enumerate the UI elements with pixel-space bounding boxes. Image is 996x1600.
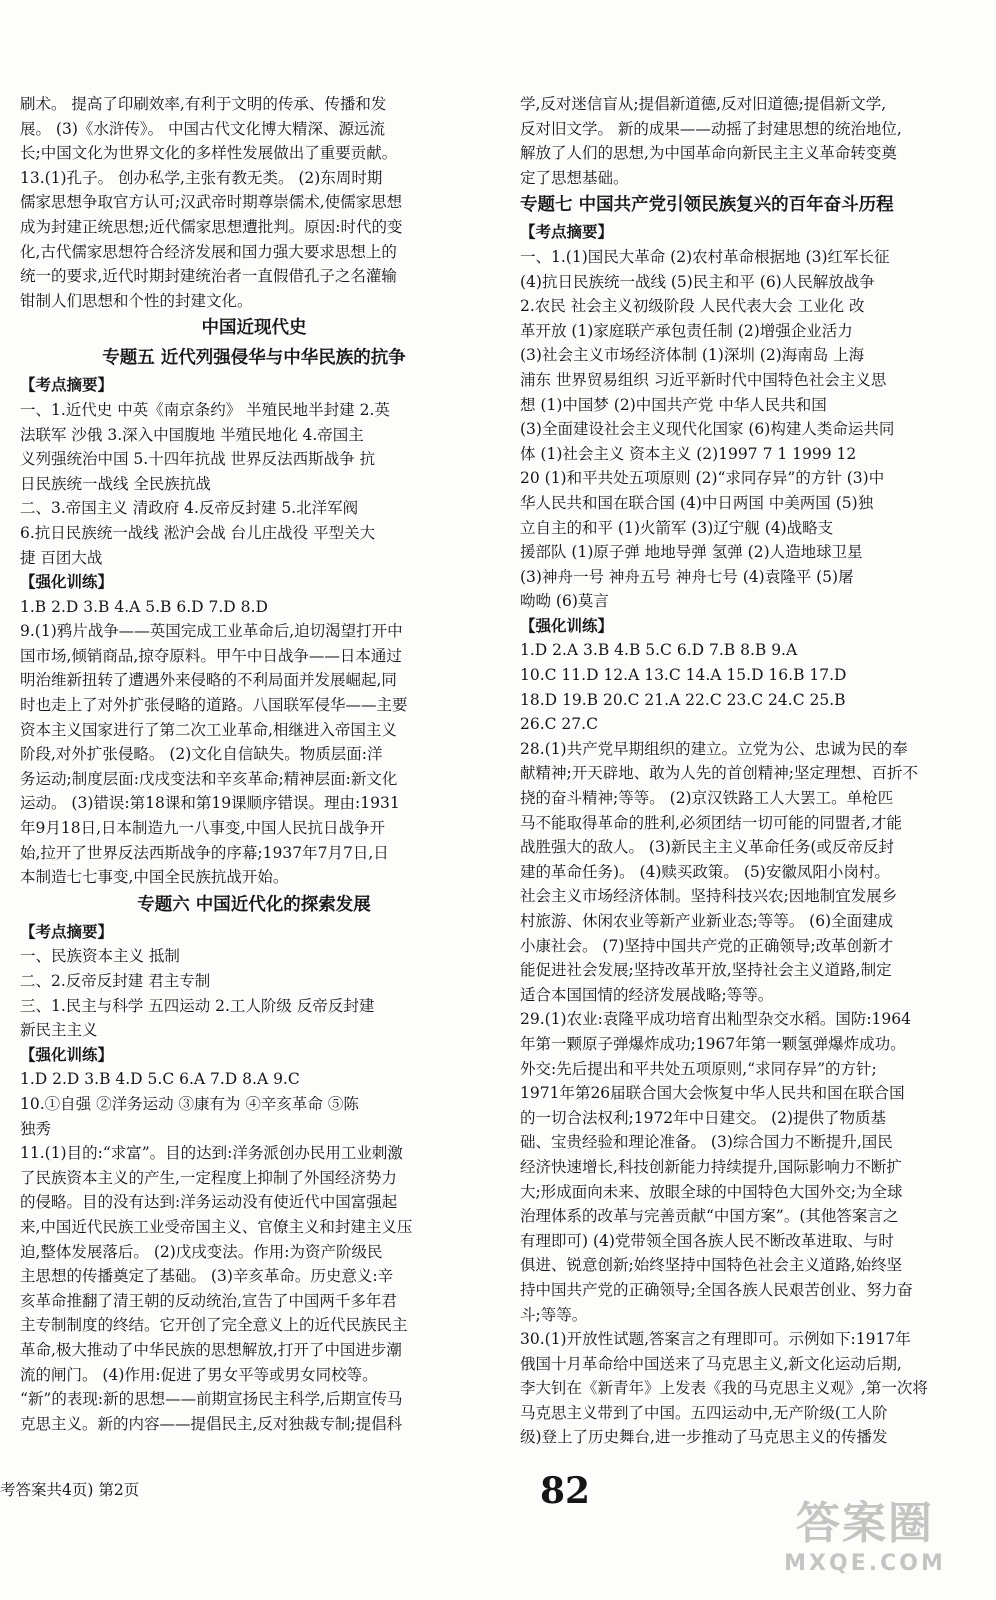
text-line: 统一的要求,近代时期封建统治者一直假借孔子之名灌输 [20,267,397,286]
text-line: (3)神舟一号 神舟五号 神舟七号 (4)袁隆平 (5)屠 [520,567,854,586]
topic7-training-label: 【强化训练】 [520,615,614,635]
text-line: 流的闸门。 (4)作用:促进了男女平等或男女同校等。 [20,1365,378,1384]
text-line: 础、宝贵经验和理论准备。 (3)综合国力不断提升,国民 [520,1133,893,1152]
text-line: 想 (1)中国梦 (2)中国共产党 中华人民共和国 [520,395,827,414]
text-line: 亥革命推翻了清王朝的反动统治,宣告了中国两千多年君 [20,1291,397,1310]
text-line: 二、3.帝国主义 清政府 4.反帝反封建 5.北洋军阀 [20,499,359,518]
text-line: 法联军 沙俄 3.深入中国腹地 半殖民地化 4.帝国主 [20,425,364,444]
text-line: 的一切合法权利;1972年中日建交。 (2)提供了物质基 [520,1108,887,1127]
text-line: 日民族统一战线 全民族抗战 [20,474,211,493]
text-line: 迫,整体发展落后。 (2)戊戌变法。作用:为资产阶级民 [20,1242,383,1261]
text-line: 成为封建正统思想;近代儒家思想遭批判。原因:时代的变 [20,217,403,236]
text-line: 学,反对迷信盲从;提倡新道德,反对旧道德;提倡新文学, [520,95,887,113]
text-line: 独秀 [20,1119,52,1138]
text-line: 三、1.民主与科学 五四运动 2.工人阶级 反帝反封建 [20,996,375,1015]
text-line: 斗;等等。 [520,1305,588,1324]
text-line: 9.(1)鸦片战争——英国完成工业革命后,迫切渴望打开中 [20,622,403,641]
text-line: 1.D 2.D 3.B 4.D 5.C 6.A 7.D 8.A 9.C [20,1070,300,1089]
topic7-summary-block [520,245,992,614]
text-line: 26.C 27.C [520,715,598,734]
text-line: 村旅游、休闲农业等新产业新业态;等等。 (6)全面建成 [520,912,894,930]
watermark-domain: MXQE.COM [784,1550,946,1576]
text-line: 适合本国国情的经济发展战略;等等。 [520,985,774,1004]
watermark-logo [760,1476,970,1586]
topic7-training-block [520,638,992,1450]
text-line: 1.B 2.D 3.B 4.A 5.B 6.D 7.D 8.D [20,597,268,616]
text-line: 捷 百团大战 [20,548,103,567]
topic5-title: 专题五 近代列强侵华与中华民族的抗争 [102,348,406,369]
page-footer: 考答案共4页) 第2页 [0,1481,140,1499]
text-line: 主专制制度的终结。它开创了完全意义上的近代民族民主 [20,1316,408,1335]
text-line: 1971年第26届联合国大会恢复中华人民共和国在联合国 [520,1084,905,1103]
text-line: 13.(1)孔子。 创办私学,主张有教无类。 (2)东周时期 [20,168,383,187]
text-line: 刷术。 提高了印刷效率,有利于文明的传承、传播和发 [20,95,387,113]
text-line: 有理即可) (4)党带领全国各族人民不断改革进取、与时 [520,1231,894,1250]
topic7-title: 专题七 中国共产党引领民族复兴的百年奋斗历程 [520,195,894,216]
text-line: 29.(1)农业:袁隆平成功培育出籼型杂交水稻。国防:1964 [520,1010,911,1029]
text-line: 本制造七七事变,中国全民族抗战开始。 [20,868,289,887]
topic7-summary-label: 【考点摘要】 [520,222,614,242]
text-line: 挠的奋斗精神;等等。 (2)京汉铁路工人大罢工。单枪匹 [520,789,894,808]
text-line: 2.农民 社会主义初级阶段 人民代表大会 工业化 改 [520,297,865,316]
text-line: 来,中国近代民族工业受帝国主义、官僚主义和封建主义压 [20,1217,413,1236]
text-line: 一、民族资本主义 抵制 [20,947,180,966]
text-line: 时也走上了对外扩张侵略的道路。八国联军侵华——主要 [20,696,408,715]
text-line: 年9月18日,日本制造九一八事变,中国人民抗日战争开 [20,819,385,838]
text-line: 定了思想基础。 [520,168,629,187]
text-line: 建的革命任务)。 (4)赎买政策。 (5)安徽凤阳小岗村。 [520,862,890,881]
text-line: 反对旧文学。 新的成果——动摇了封建思想的统治地位, [520,119,902,138]
text-line: 大;形成面向未来、放眼全球的中国特色大国外交;为全球 [520,1182,903,1201]
topic5-summary-block [20,398,488,570]
text-line: 马克思主义带到了中国。五四运动中,无产阶级(工人阶 [520,1403,888,1422]
text-line: 小康社会。 (7)坚持中国共产党的正确领导;改革创新才 [520,936,894,955]
text-line: 阶段,对外扩张侵略。 (2)文化自信缺失。物质层面:洋 [20,745,383,764]
text-line: 马不能取得革命的胜利,必须团结一切可能的同盟者,才能 [520,813,902,832]
text-line: 28.(1)共产党早期组织的建立。立党为公、忠诚为民的奉 [520,739,908,758]
topic5-training-block [20,595,488,890]
text-line: 革命,极大推动了中华民族的思想解放,打开了中国进步潮 [20,1340,402,1359]
text-line: 义列强统治中国 5.十四年抗战 世界反法西斯战争 抗 [20,450,376,469]
text-line: 国市场,倾销商品,掠夺原料。甲午中日战争——日本通过 [20,646,402,665]
text-line: 展。 (3)《水浒传》。 中国古代文化博大精深、源远流 [20,119,386,138]
topic6-summary-label: 【考点摘要】 [20,921,114,941]
text-line: 献精神;开天辟地、敢为人先的首创精神;坚定理想、百折不 [520,764,918,783]
text-line: 20 (1)和平共处五项原则 (2)“求同存异”的方针 (3)中 [520,469,885,488]
text-line: 呦呦 (6)莫言 [520,592,609,611]
text-line: (3)社会主义市场经济体制 (1)深圳 (2)海南岛 上海 [520,346,865,365]
text-line: 李大钊在《新青年》上发表《我的马克思主义观》,第一次将 [520,1379,928,1398]
text-line: 资本主义国家进行了第二次工业革命,相继进入帝国主义 [20,720,397,739]
text-line: 立自主的和平 (1)火箭军 (3)辽宁舰 (4)战略支 [520,518,834,537]
right-column [520,92,992,1450]
text-line: (4)抗日民族统一战线 (5)民主和平 (6)人民解放战争 [520,272,875,291]
text-line: 解放了人们的思想,为中国革命向新民主主义革命转变奠 [520,144,897,163]
topic5-summary-label: 【考点摘要】 [20,375,114,395]
topic6-title: 专题六 中国近代化的探索发展 [137,894,371,915]
topic6-summary-block [20,944,488,1042]
page-number: 82 [540,1470,591,1512]
text-line: (3)全面建设社会主义现代化国家 (6)构建人类命运共同 [520,420,895,439]
topic6-training-block [20,1067,488,1436]
text-line: 俱进、锐意创新;始终坚持中国特色社会主义道路,始终坚 [520,1256,903,1275]
text-line: 外交:先后提出和平共处五项原则,“求同存异”的方针; [520,1059,877,1078]
left-intro-block [20,92,488,313]
text-line: 俄国十月革命给中国送来了马克思主义,新文化运动后期, [520,1354,902,1373]
text-line: 级)登上了历史舞台,进一步推动了马克思主义的传播发 [520,1428,888,1447]
left-column [20,92,488,1436]
text-line: 30.(1)开放性试题,答案言之有理即可。示例如下:1917年 [520,1330,911,1349]
text-line: 浦东 世界贸易组织 习近平新时代中国特色社会主义思 [520,370,887,389]
text-line: 长;中国文化为世界文化的多样性发展做出了重要贡献。 [20,144,398,163]
text-line: 战胜强大的敌人。 (3)新民主主义革命任务(或反帝反封 [520,838,894,857]
text-line: 18.D 19.B 20.C 21.A 22.C 23.C 24.C 25.B [520,690,846,709]
text-line: “新”的表现:新的思想——前期宣扬民主科学,后期宣传马 [20,1390,403,1409]
text-line: 明治维新扭转了遭遇外来侵略的不利局面并发展崛起,同 [20,671,397,690]
text-line: 主思想的传播奠定了基础。 (3)辛亥革命。历史意义:辛 [20,1267,394,1286]
text-line: 10.C 11.D 12.A 13.C 14.A 15.D 16.B 17.D [520,666,847,685]
text-line: 能促进社会发展;坚持改革开放,坚持社会主义道路,制定 [520,961,892,980]
text-line: 经济快速增长,科技创新能力持续提升,国际影响力不断扩 [520,1157,902,1176]
text-line: 的侵略。目的没有达到:洋务运动没有使近代中国富强起 [20,1193,398,1212]
text-line: 二、2.反帝反封建 君主专制 [20,972,211,990]
right-intro-block [520,92,992,190]
text-line: 钳制人们思想和个性的封建文化。 [20,291,253,310]
text-line: 了民族资本主义的产生,一定程度上抑制了外国经济势力 [20,1168,397,1187]
text-line: 克思主义。新的内容——提倡民主,反对独裁专制;提倡科 [20,1414,403,1433]
text-line: 年第一颗原子弹爆炸成功;1967年第一颗氢弹爆炸成功。 [520,1034,906,1053]
text-line: 儒家思想争取官方认可;汉武帝时期尊崇儒术,使儒家思想 [20,193,403,212]
text-line: 一、1.(1)国民大革命 (2)农村革命根据地 (3)红军长征 [520,247,890,266]
text-line: 华人民共和国在联合国 (4)中日两国 中美两国 (5)独 [520,493,874,512]
text-line: 化,古代儒家思想符合经济发展和国力强大要求思想上的 [20,242,397,261]
text-line: 6.抗日民族统一战线 淞沪会战 台儿庄战役 平型关大 [20,523,376,542]
text-line: 援部队 (1)原子弹 地地导弹 氢弹 (2)人造地球卫星 [520,543,863,562]
text-line: 11.(1)目的:“求富”。目的达到:洋务派创办民用工业刺激 [20,1144,403,1163]
text-line: 持中国共产党的正确领导;全国各族人民艰苦创业、努力奋 [520,1280,913,1299]
text-line: 始,拉开了世界反法西斯战争的序幕;1937年7月7日,日 [20,843,389,862]
text-line: 社会主义市场经济体制。坚持科技兴农;因地制宜发展乡 [520,887,898,906]
topic5-training-label: 【强化训练】 [20,572,114,592]
text-line: 新民主主义 [20,1021,98,1040]
text-line: 治理体系的改革与完善贡献“中国方案”。(其他答案言之 [520,1207,899,1226]
text-line: 务运动;制度层面:戊戌变法和辛亥革命;精神层面:新文化 [20,769,398,788]
text-line: 一、1.近代史 中英《南京条约》 半殖民地半封建 2.英 [20,400,390,419]
topic6-training-label: 【强化训练】 [20,1044,114,1064]
text-line: 1.D 2.A 3.B 4.B 5.C 6.D 7.B 8.B 9.A [520,641,798,660]
text-line: 体 (1)社会主义 资本主义 (2)1997 7 1 1999 12 [520,444,857,463]
watermark-text: 答案圈 [796,1497,934,1549]
text-line: 革开放 (1)家庭联产承包责任制 (2)增强企业活力 [520,321,853,340]
text-line: 10.①自强 ②洋务运动 ③康有为 ④辛亥革命 ⑤陈 [20,1094,359,1113]
text-line: 运动。 (3)错误:第18课和第19课顺序错误。理由:1931 [20,794,400,813]
heading-modern-history: 中国近现代史 [201,318,307,339]
